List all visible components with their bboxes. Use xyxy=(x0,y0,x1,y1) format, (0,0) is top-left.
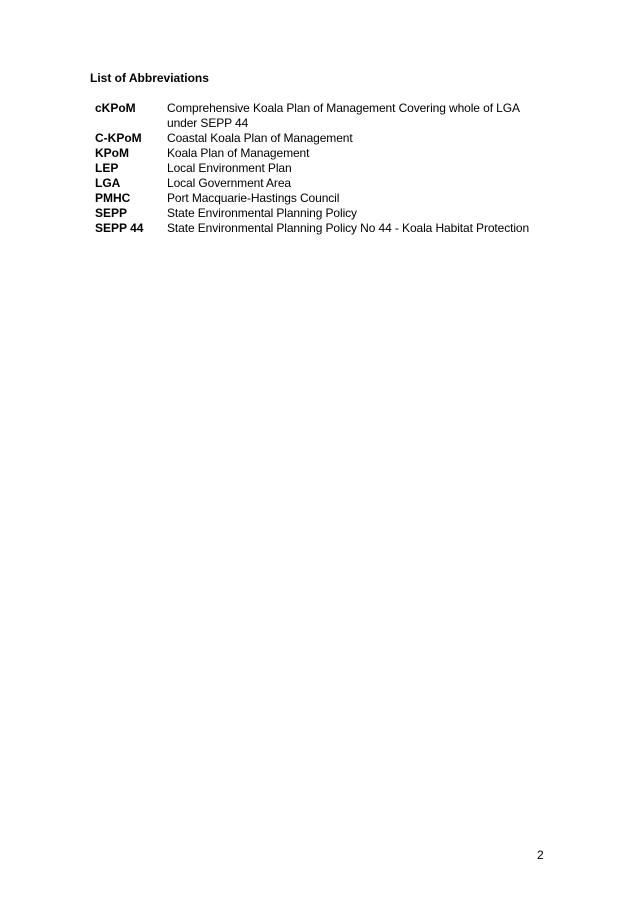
abbreviation-term: SEPP xyxy=(95,206,128,220)
abbreviation-term: LEP xyxy=(95,161,119,175)
abbreviation-definition: Local Environment Plan xyxy=(167,161,292,175)
abbreviation-term: C-KPoM xyxy=(95,131,142,145)
abbreviation-definition: State Environmental Planning Policy No 44 - Koala Habitat Protection xyxy=(167,221,530,235)
abbreviation-row xyxy=(95,131,555,146)
abbreviation-row xyxy=(95,161,555,176)
abbreviation-definition: State Environmental Planning Policy xyxy=(167,206,357,220)
abbreviation-definition: Comprehensive Koala Plan of Management Covering whole of LGA under SEPP 44 xyxy=(167,101,520,130)
abbreviation-definition: Coastal Koala Plan of Management xyxy=(167,131,353,145)
abbreviation-term: cKPoM xyxy=(95,101,136,115)
abbreviation-term: LGA xyxy=(95,176,121,190)
abbreviation-term: SEPP 44 xyxy=(95,221,144,235)
abbreviation-definition: Koala Plan of Management xyxy=(167,146,310,160)
abbreviation-term: KPoM xyxy=(95,146,129,160)
abbreviation-row xyxy=(95,101,555,131)
abbreviation-row xyxy=(95,146,555,161)
page-number: 2 xyxy=(537,848,544,862)
abbreviation-row xyxy=(95,191,555,206)
abbreviation-definition: Port Macquarie-Hastings Council xyxy=(167,191,340,205)
abbreviation-definition: Local Government Area xyxy=(167,176,291,190)
page-title: List of Abbreviations xyxy=(90,71,209,85)
abbreviation-row xyxy=(95,176,555,191)
abbreviation-row xyxy=(95,221,555,236)
abbreviation-list xyxy=(95,101,555,236)
abbreviation-row xyxy=(95,206,555,221)
abbreviation-term: PMHC xyxy=(95,191,131,205)
